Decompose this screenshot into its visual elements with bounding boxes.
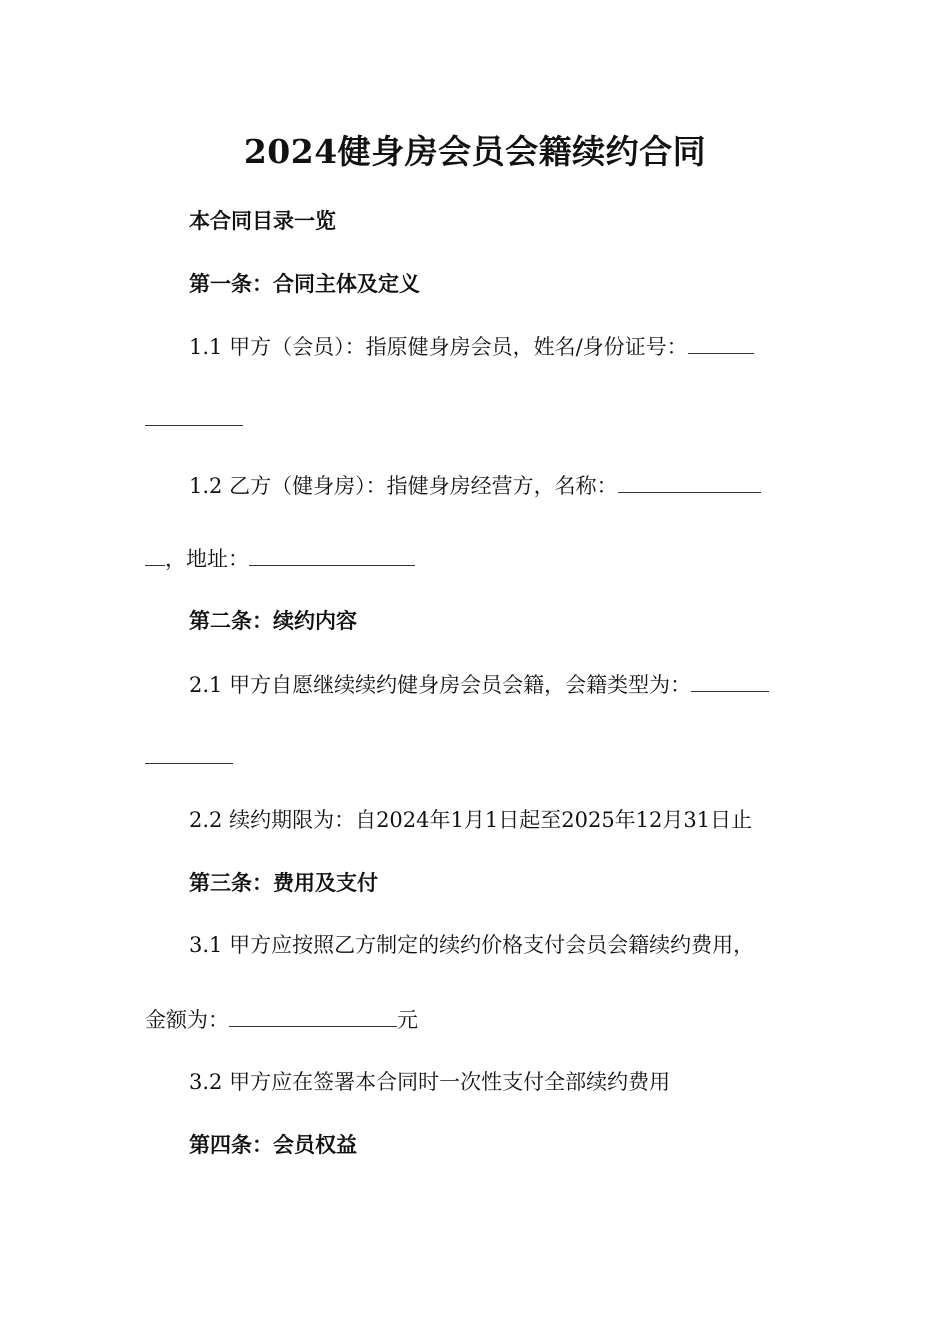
gym-name-blank-continued <box>145 545 165 566</box>
article-4-heading: 第四条：会员权益 <box>189 1133 357 1157</box>
clause-1-2-text: 1.2 乙方（健身房）：指健身房经营方，名称： <box>189 474 618 498</box>
clause-3-1: 3.1 甲方应按照乙方制定的续约价格支付会员会籍续约费用， <box>189 933 755 957</box>
gym-name-blank <box>618 472 761 493</box>
clause-2-1-text: 2.1 甲方自愿继续续约健身房会员会籍，会籍类型为： <box>189 673 692 697</box>
amount-label: 金额为： <box>145 1008 229 1032</box>
name-id-blank-continued <box>145 405 243 426</box>
currency-unit: 元 <box>397 1008 418 1032</box>
membership-type-blank <box>691 671 769 692</box>
clause-1-1-text: 1.1 甲方（会员）：指原健身房会员，姓名/身份证号： <box>189 335 688 359</box>
membership-type-blank-continued <box>145 743 233 764</box>
article-1-heading: 第一条：合同主体及定义 <box>189 272 420 296</box>
clause-1-1-continuation <box>145 405 243 433</box>
toc-heading: 本合同目录一览 <box>189 209 336 233</box>
clause-1-1 <box>189 333 754 361</box>
amount-blank <box>229 1006 397 1027</box>
clause-1-2-continuation <box>145 545 415 573</box>
article-3-heading: 第三条：费用及支付 <box>189 871 378 895</box>
clause-3-1-continuation <box>145 1006 418 1034</box>
clause-2-1 <box>189 671 769 699</box>
address-blank <box>249 545 415 566</box>
address-label: ，地址： <box>165 547 249 571</box>
clause-3-2: 3.2 甲方应在签署本合同时一次性支付全部续约费用 <box>189 1070 671 1094</box>
clause-1-2 <box>189 472 761 500</box>
name-id-blank <box>688 333 754 354</box>
document-title: 2024健身房会员会籍续约合同 <box>243 132 707 171</box>
article-2-heading: 第二条：续约内容 <box>189 609 357 633</box>
clause-2-1-continuation <box>145 743 233 771</box>
clause-2-2: 2.2 续约期限为：自2024年1月1日起至2025年12月31日止 <box>189 808 753 832</box>
